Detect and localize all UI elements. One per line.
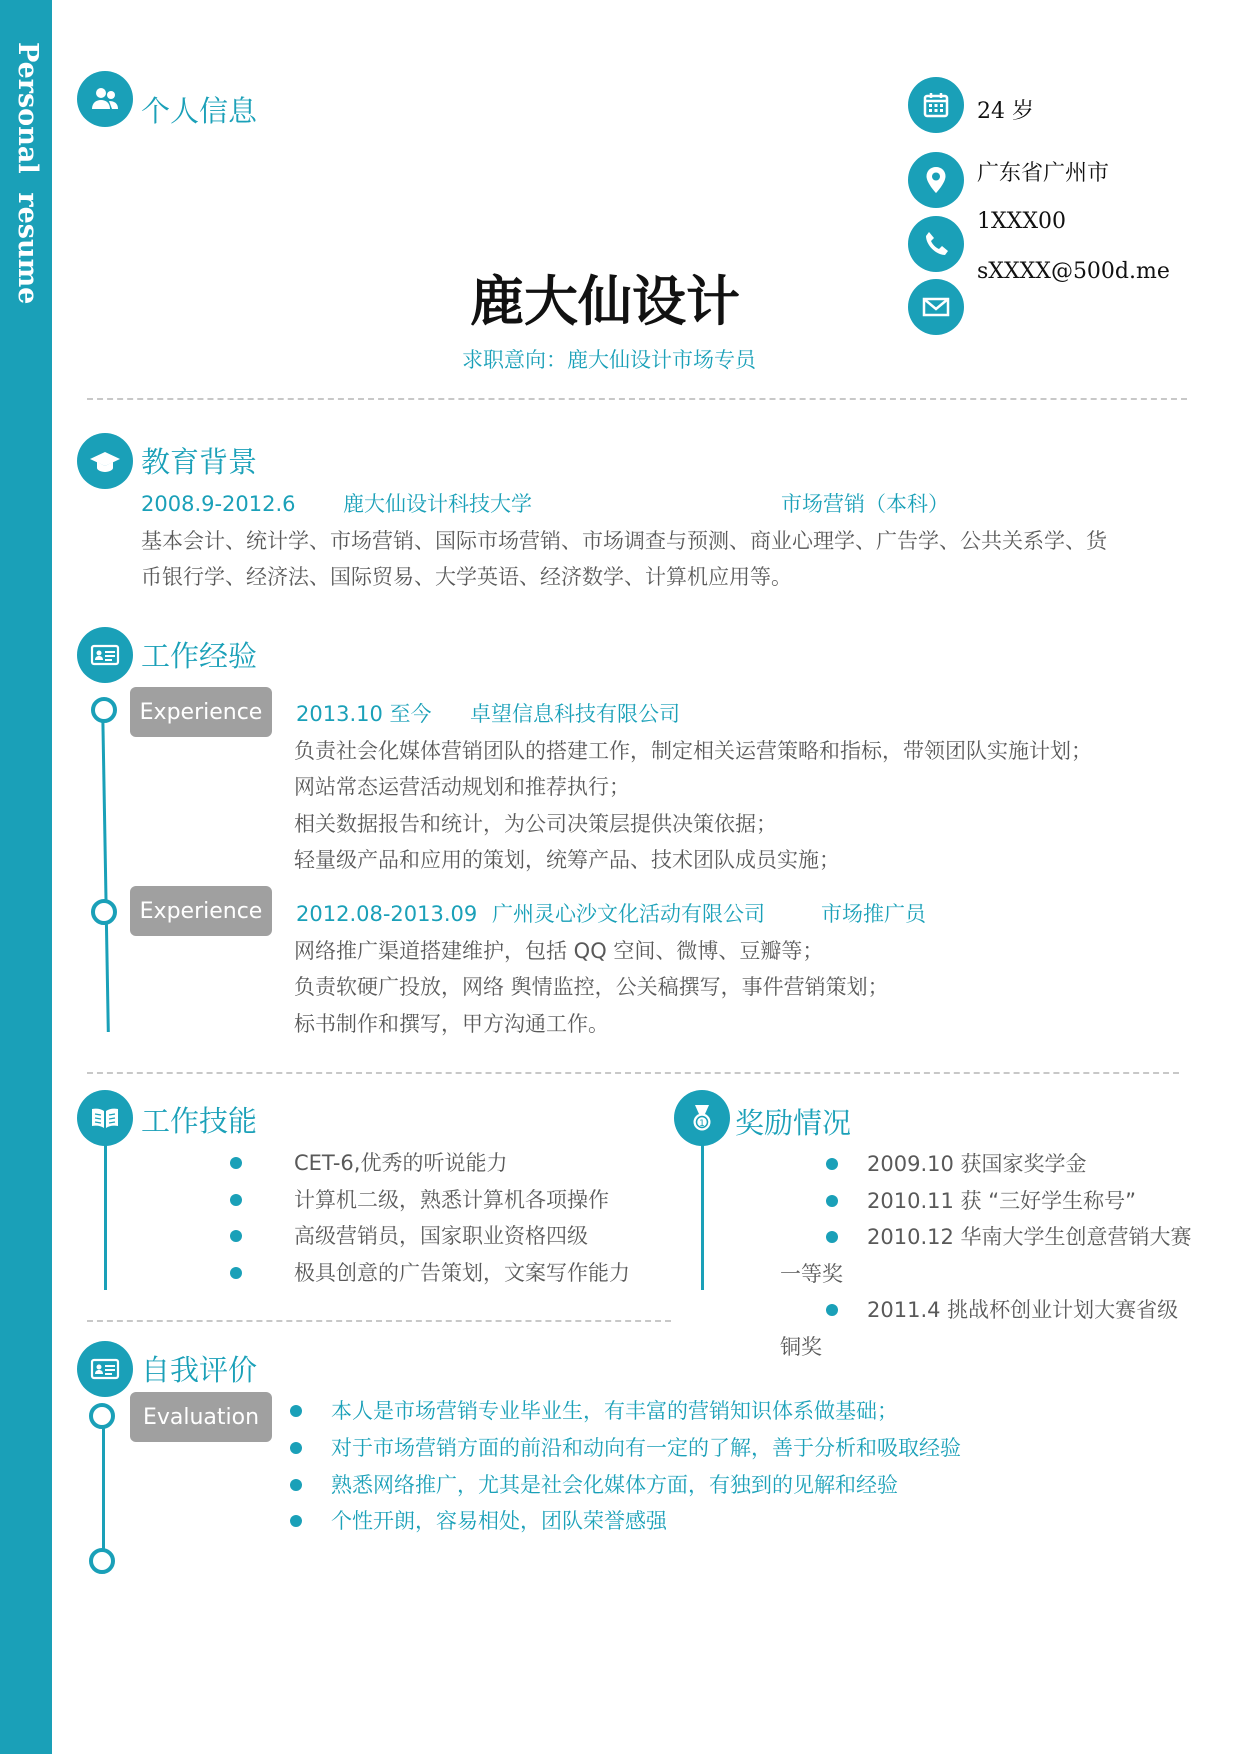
bullet-dot [290,1442,302,1454]
bullet-dot [290,1405,302,1417]
timeline-line [701,1140,704,1290]
mail-icon [908,279,964,335]
location-text: 广东省广州市 [977,161,1110,186]
job-company: 广州灵心沙文化活动有限公司 [492,902,765,926]
self-eval-item: 对于市场营销方面的前沿和动向有一定的了解，善于分析和吸取经验 [331,1436,961,1460]
medal-icon [674,1090,730,1146]
evaluation-badge: Evaluation [130,1392,272,1442]
svg-text:1: 1 [699,1119,705,1129]
id-card-icon [77,1341,133,1397]
skill-item: 计算机二级，熟悉计算机各项操作 [294,1188,609,1212]
phone-icon [908,216,964,272]
job-duty: 标书制作和撰写，甲方沟通工作。 [294,1012,609,1036]
education-title: 教育背景 [141,445,258,479]
bullet-dot [230,1157,242,1169]
bullet-dot [230,1267,242,1279]
job-duty: 负责软硬广投放，网络 舆情监控，公关稿撰写，事件营销策划； [294,975,889,999]
job-period: 2013.10 至今 [296,702,432,726]
phone-text: 1XXX00 [977,209,1066,234]
awards-title: 奖励情况 [735,1106,852,1140]
divider [87,398,1187,400]
calendar-icon [908,77,964,133]
work-title: 工作经验 [141,639,258,673]
bullet-dot [826,1304,838,1316]
bullet-dot [230,1194,242,1206]
education-school: 鹿大仙设计科技大学 [343,492,532,516]
skill-item: 极具创意的广告策划，文案写作能力 [294,1261,630,1285]
age-text: 24 岁 [977,99,1034,124]
timeline-node [91,899,117,925]
timeline-line [104,1140,107,1290]
timeline-line [101,710,110,1032]
email-text: sXXXX@500d.me [977,259,1170,284]
job-duty: 负责社会化媒体营销团队的搭建工作，制定相关运营策略和指标，带领团队实施计划； [294,739,1092,763]
self-eval-item: 本人是市场营销专业毕业生，有丰富的营销知识体系做基础； [331,1399,898,1423]
bullet-dot [826,1195,838,1207]
timeline-node [91,697,117,723]
candidate-name: 鹿大仙设计 [470,270,740,333]
sidebar-title: Personal resume [12,42,43,305]
bullet-dot [290,1479,302,1491]
user-group-icon [77,71,133,127]
experience-badge: Experience [130,886,272,936]
location-pin-icon [908,152,964,208]
skill-item: 高级营销员，国家职业资格四级 [294,1224,588,1248]
education-period: 2008.9-2012.6 [141,492,296,516]
job-duty: 轻量级产品和应用的策划，统筹产品、技术团队成员实施； [294,848,840,872]
award-item: 2010.12 华南大学生创意营销大赛 [867,1225,1192,1249]
skill-item: CET-6,优秀的听说能力 [294,1151,508,1175]
bullet-dot [230,1230,242,1242]
experience-badge: Experience [130,687,272,737]
education-courses: 基本会计、统计学、市场营销、国际市场营销、市场调查与预测、商业心理学、广告学、公共关系学、货 [141,529,1107,553]
divider [87,1320,671,1322]
job-objective: 求职意向：鹿大仙设计市场专员 [462,348,756,372]
bullet-dot [826,1231,838,1243]
skills-title: 工作技能 [141,1104,258,1138]
education-major: 市场营销（本科） [781,492,949,516]
timeline-line [102,1420,105,1560]
id-card-icon [77,627,133,683]
timeline-node [89,1548,115,1574]
education-courses: 币银行学、经济法、国际贸易、大学英语、经济数学、计算机应用等。 [141,565,792,589]
job-duty: 网络推广渠道搭建维护，包括 QQ 空间、微博、豆瓣等； [294,939,824,963]
timeline-node [89,1403,115,1429]
bullet-dot [290,1515,302,1527]
job-role: 市场推广员 [821,902,926,926]
job-period: 2012.08-2013.09 [296,902,478,926]
divider [87,1072,1179,1074]
award-item: 2010.11 获 “三好学生称号” [867,1189,1136,1213]
self-eval-item: 个性开朗，容易相处，团队荣誉感强 [331,1509,667,1533]
job-duty: 网站常态运营活动规划和推荐执行； [294,775,630,799]
personal-info-title: 个人信息 [141,94,258,128]
job-duty: 相关数据报告和统计，为公司决策层提供决策依据； [294,812,777,836]
award-item: 2009.10 获国家奖学金 [867,1152,1087,1176]
book-icon [77,1090,133,1146]
graduation-cap-icon [77,433,133,489]
award-item: 2011.4 挑战杯创业计划大赛省级 [867,1298,1179,1322]
self-eval-item: 熟悉网络推广，尤其是社会化媒体方面，有独到的见解和经验 [331,1473,898,1497]
award-item-continued: 一等奖 [780,1262,843,1286]
job-company: 卓望信息科技有限公司 [470,702,680,726]
self-eval-title: 自我评价 [141,1353,258,1387]
award-item-continued: 铜奖 [780,1335,822,1359]
bullet-dot [826,1158,838,1170]
